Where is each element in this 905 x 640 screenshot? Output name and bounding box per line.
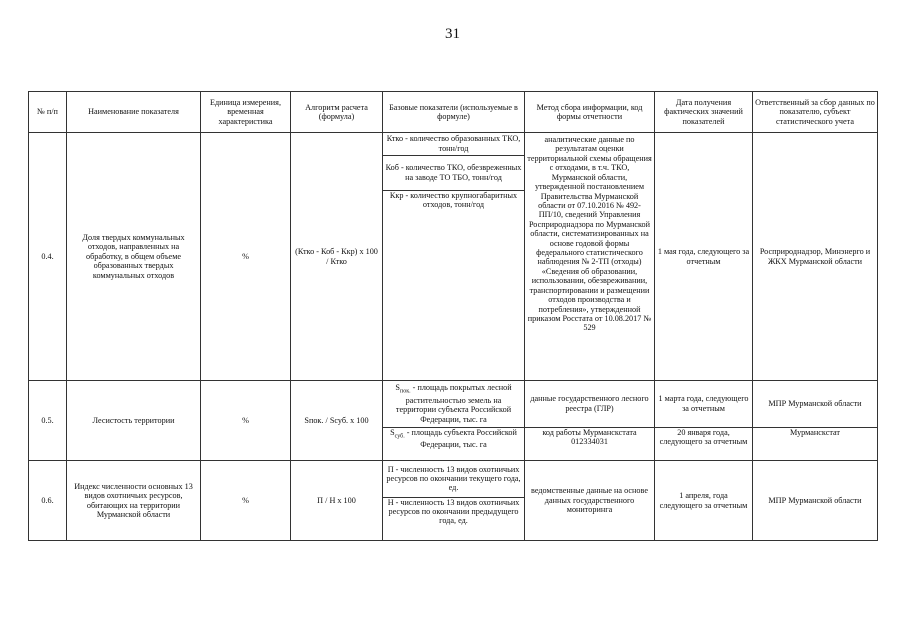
method-item: код работы Мурманскстата 012334031 xyxy=(525,427,654,446)
row-base xyxy=(383,133,525,381)
row-resp: МПР Мурманской области xyxy=(753,461,878,541)
row-base xyxy=(383,381,525,461)
table-row xyxy=(29,381,878,461)
header-date: Дата получения фактических значений показателей xyxy=(655,92,753,133)
row-unit: % xyxy=(201,461,291,541)
row-algo: (Ктко - Коб - Ккр) х 100 / Ктко xyxy=(291,133,383,381)
date-item: 1 марта года, следующего за отчетным xyxy=(655,381,752,427)
row-resp: Росприроднадзор, Минэнерго и ЖКХ Мурманской области xyxy=(753,133,878,381)
row-date xyxy=(655,381,753,461)
row-num: 0.4. xyxy=(29,133,67,381)
base-item: Коб - количество ТКО, обезвреженных на заводе ТО ТБО, тонн/год xyxy=(383,155,524,190)
base-item: Ктко - количество образованных ТКО, тонн/год xyxy=(383,133,524,155)
row-num: 0.6. xyxy=(29,461,67,541)
date-item: 20 января года, следующего за отчетным xyxy=(655,427,752,446)
row-unit: % xyxy=(201,381,291,461)
header-unit: Единица измерения, временная характеристика xyxy=(201,92,291,133)
base-item: $S_{суб.}$ - площадь субъекта Российской Федерации, тыс. га xyxy=(383,427,524,449)
row-date: 1 апреля, года следующего за отчетным xyxy=(655,461,753,541)
row-date: 1 мая года, следующего за отчетным xyxy=(655,133,753,381)
header-method: Метод сбора информации, код формы отчетности xyxy=(525,92,655,133)
header-resp: Ответственный за сбор данных по показателю, субъект статистического учета xyxy=(753,92,878,133)
resp-item: МПР Мурманской области xyxy=(753,381,877,427)
row-num: 0.5. xyxy=(29,381,67,461)
header-name: Наименование показателя xyxy=(67,92,201,133)
row-resp xyxy=(753,381,878,461)
header-base: Базовые показатели (используемые в формуле) xyxy=(383,92,525,133)
row-method xyxy=(525,381,655,461)
row-name: Доля твердых коммунальных отходов, направленных на обработку, в общем объеме образованных твердых коммунальных отходов xyxy=(67,133,201,381)
row-algo: Sпок. / Sсуб. х 100 xyxy=(291,381,383,461)
method-item: данные государственного лесного реестра (ГЛР) xyxy=(525,381,654,427)
table-row xyxy=(29,133,878,381)
indicators-table xyxy=(28,91,878,541)
row-algo: П / Н х 100 xyxy=(291,461,383,541)
row-name: Индекс численности основных 13 видов охотничьих ресурсов, обитающих на территории Мурманской области xyxy=(67,461,201,541)
header-row xyxy=(29,92,878,133)
page-number: 31 xyxy=(445,26,460,42)
base-item: Н - численность 13 видов охотничьих ресурсов по окончании предыдущего года, ед. xyxy=(383,497,524,526)
table-row xyxy=(29,461,878,541)
base-item: $S_{пок.}$ - площадь покрытых лесной растительностью земель на территории субъекта Российской Федерации, тыс. га xyxy=(383,381,524,427)
base-item: Ккр - количество крупногабаритных отходов, тонн/год xyxy=(383,190,524,209)
row-method: аналитические данные по результатам оценки территориальной схемы обращения с отходами, в т.ч. ТКО, Мурманской области, утвержденной постановлением Правительства Мурманской области от 07.10.2016 № 492-ПП/10, сведений Управления Росприроднадзора по Мурманской области, систематизированных на основе годовой формы федерального статистического наблюдения № 2-ТП (отходы) «Сведения об образовании, использовании, обезвреживании, транспортировании и размещении отходов производства и потребления», утвержденной приказом Росстата от 10.08.2017 № 529 xyxy=(525,133,655,381)
header-algo: Алгоритм расчета (формула) xyxy=(291,92,383,133)
base-item: П - численность 13 видов охотничьих ресурсов по окончании текущего года, ед. xyxy=(383,461,524,497)
row-base xyxy=(383,461,525,541)
row-method: ведомственные данные на основе данных государственного мониторинга xyxy=(525,461,655,541)
resp-item: Мурманскстат xyxy=(753,427,877,437)
header-num: № п/п xyxy=(29,92,67,133)
row-name: Лесистость территории xyxy=(67,381,201,461)
row-unit: % xyxy=(201,133,291,381)
